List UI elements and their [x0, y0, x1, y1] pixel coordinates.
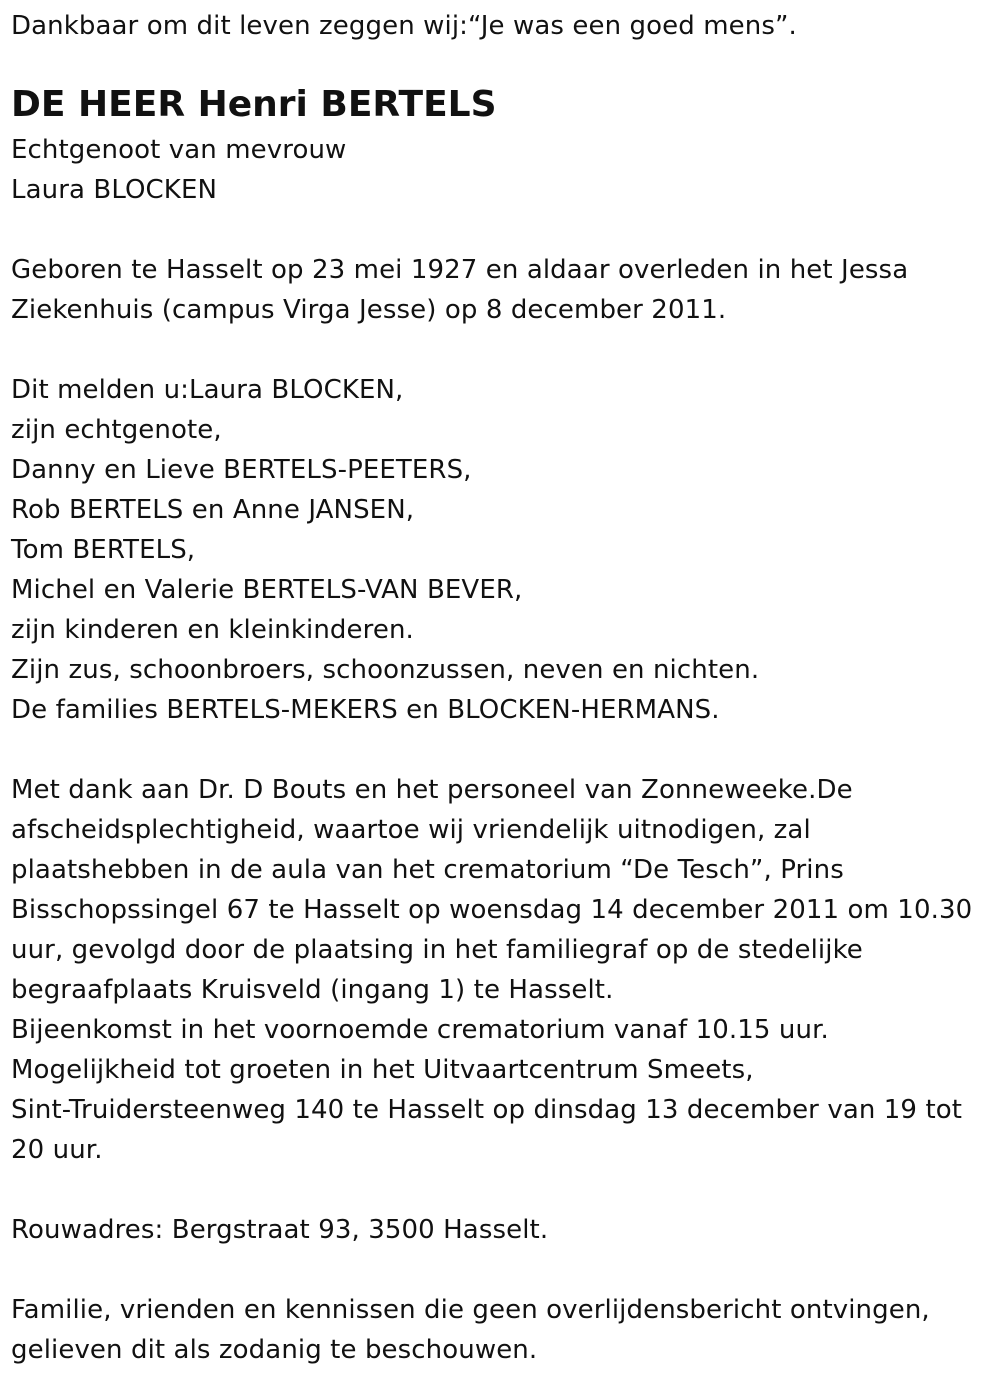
spouse-line: Echtgenoot van mevrouw — [11, 135, 347, 165]
family-section — [11, 370, 991, 730]
family-line: Danny en Lieve BERTELS-PEETERS, — [11, 455, 472, 485]
ceremony-line: 20 uur. — [11, 1135, 103, 1165]
obituary-notice — [11, 0, 991, 1370]
family-line: Zijn zus, schoonbroers, schoonzussen, neven en nichten. — [11, 655, 760, 685]
ceremony-line: Mogelijkheid tot groeten in het Uitvaartcentrum Smeets, — [11, 1055, 754, 1085]
ceremony-line: uur, gevolgd door de plaatsing in het familiegraf op de stedelijke — [11, 935, 863, 965]
family-line: Michel en Valerie BERTELS-VAN BEVER, — [11, 575, 523, 605]
family-line: zijn echtgenote, — [11, 415, 222, 445]
birth-death-line: Ziekenhuis (campus Virga Jesse) op 8 december 2011. — [11, 295, 727, 325]
ceremony-line: Sint-Truidersteenweg 140 te Hasselt op dinsdag 13 december van 19 tot — [11, 1095, 963, 1125]
closing-line: gelieven dit als zodanig te beschouwen. — [11, 1335, 538, 1365]
birth-death-line: Geboren te Hasselt op 23 mei 1927 en aldaar overleden in het Jessa — [11, 255, 909, 285]
family-line: Tom BERTELS, — [11, 535, 196, 565]
family-line: De families BERTELS-MEKERS en BLOCKEN-HERMANS. — [11, 695, 720, 725]
closing-section — [11, 1290, 991, 1370]
ceremony-line: Met dank aan Dr. D Bouts en het personeel van Zonneweeke.De — [11, 775, 853, 805]
family-line: zijn kinderen en kleinkinderen. — [11, 615, 414, 645]
family-line: Rob BERTELS en Anne JANSEN, — [11, 495, 415, 525]
ceremony-line: Bisschopssingel 67 te Hasselt op woensdag 14 december 2011 om 10.30 — [11, 895, 973, 925]
mourning-address: Rouwadres: Bergstraat 93, 3500 Hasselt. — [11, 1215, 549, 1245]
address-section — [11, 1210, 991, 1250]
birth-death-section — [11, 250, 991, 330]
ceremony-line: afscheidsplechtigheid, waartoe wij vriendelijk uitnodigen, zal — [11, 815, 811, 845]
closing-line: Familie, vrienden en kennissen die geen overlijdensbericht ontvingen, — [11, 1295, 930, 1325]
spouse-section — [11, 130, 991, 210]
family-line: Dit melden u:Laura BLOCKEN, — [11, 375, 404, 405]
ceremony-line: plaatshebben in de aula van het crematorium “De Tesch”, Prins — [11, 855, 844, 885]
ceremony-line: begraafplaats Kruisveld (ingang 1) te Hasselt. — [11, 975, 614, 1005]
spouse-line: Laura BLOCKEN — [11, 175, 218, 205]
ceremony-section — [11, 770, 991, 1170]
ceremony-line: Bijeenkomst in het voornoemde crematorium vanaf 10.15 uur. — [11, 1015, 829, 1045]
deceased-name: DE HEER Henri BERTELS — [11, 84, 497, 125]
intro-quote: Dankbaar om dit leven zeggen wij:“Je was een goed mens”. — [11, 11, 797, 41]
